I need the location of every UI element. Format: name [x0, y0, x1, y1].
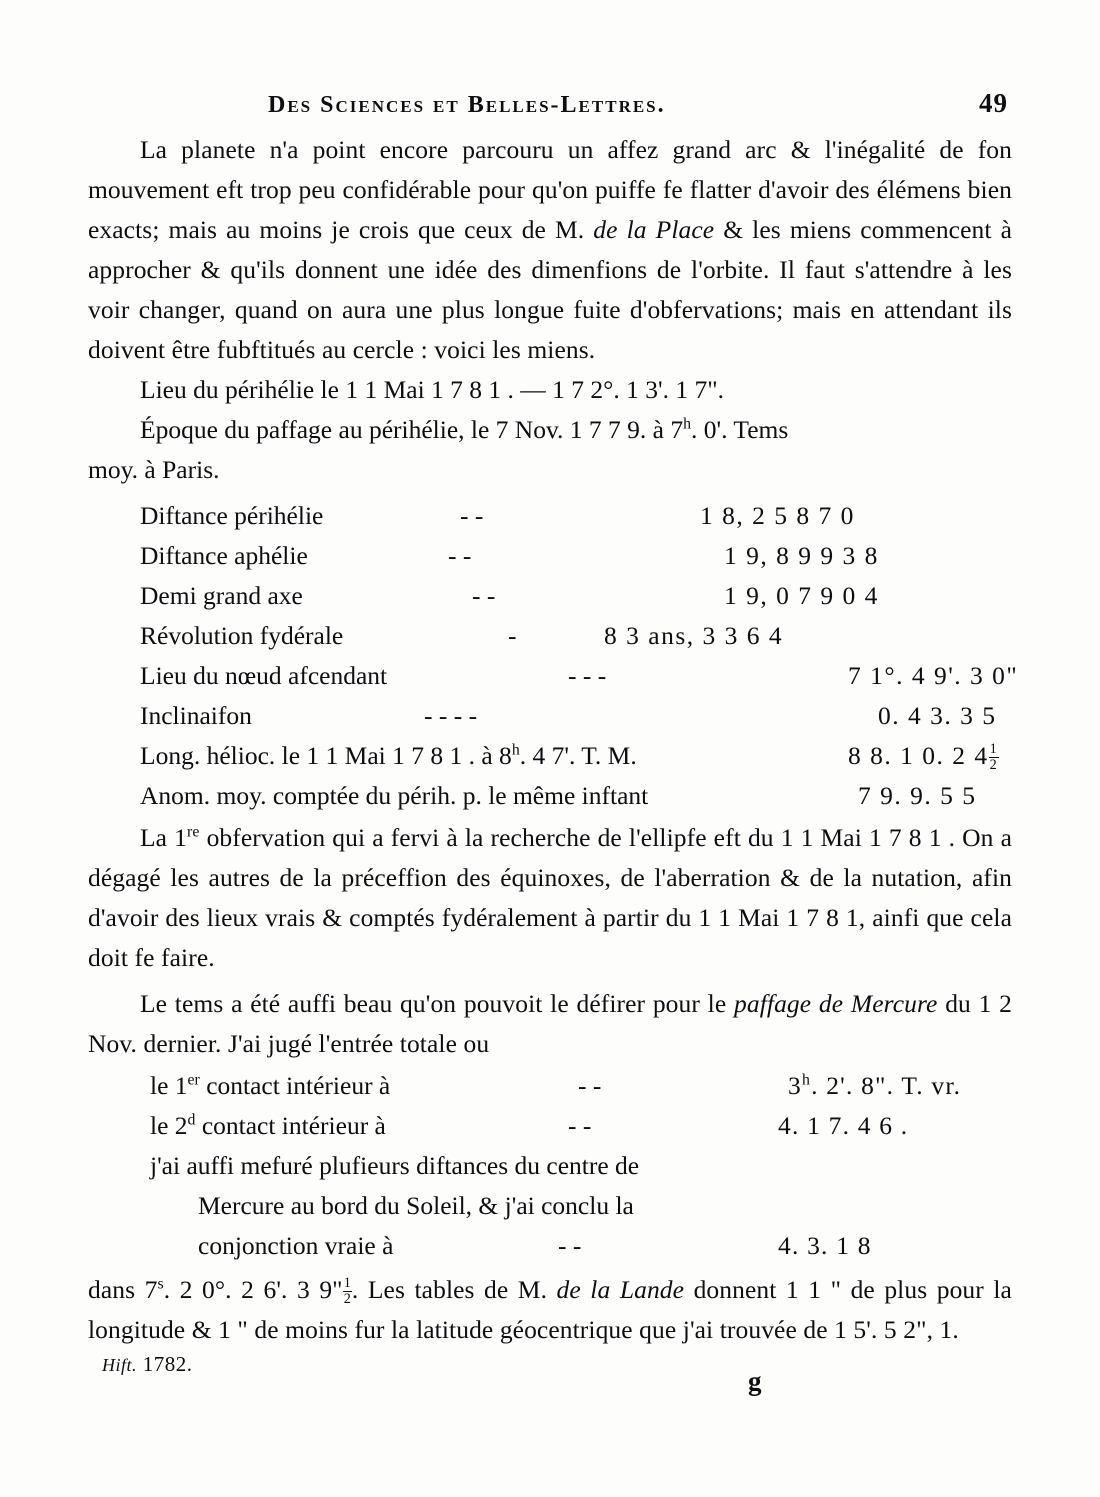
- row-label-sup: h: [511, 741, 520, 759]
- paragraph-4-fraction: [343, 1276, 352, 1306]
- table-row: [88, 496, 1012, 536]
- row-label: Diftance aphélie: [140, 541, 308, 570]
- row-leaders: - -: [558, 1231, 582, 1260]
- epoch-text-a: Époque du paffage au périhélie, le 7 Nov. 1 7 7 9. à 7: [140, 415, 684, 444]
- row-value-text: 8 8. 1 0. 2 4: [848, 741, 989, 770]
- row-value: 4. 1 7. 4 6 .: [778, 1111, 909, 1140]
- row-value: [848, 736, 999, 776]
- paragraph-1-italic: de la Place: [593, 215, 715, 244]
- row-value-hours: 3: [788, 1071, 802, 1100]
- table-row: [88, 616, 1012, 656]
- table-row: [88, 576, 1012, 616]
- paragraph-3-text-b: du 1 2 Nov. dernier. J'ai jugé l'entrée totale ou: [88, 989, 1013, 1058]
- epoch-hour-sup: h: [683, 415, 692, 433]
- row-value: 1 8, 2 5 8 7 0: [700, 501, 855, 530]
- row-leaders: -: [508, 621, 517, 650]
- row-leaders: - -: [448, 541, 472, 570]
- row-value-fraction: [989, 742, 1000, 772]
- table-row: [88, 1106, 1012, 1146]
- row-leaders: - -: [568, 1111, 592, 1140]
- paragraph-4-sup: s: [157, 1275, 164, 1293]
- row-label: Anom. moy. comptée du périh. p. le même inftant: [140, 781, 649, 810]
- page-number: 49: [979, 88, 1008, 118]
- row-value-rest: . 2'. 8". T. vr.: [811, 1071, 962, 1100]
- footer-signature-mark: g: [748, 1366, 762, 1396]
- table-note-line-2: [88, 1186, 1012, 1226]
- row-label-b: contact intérieur à: [195, 1111, 386, 1140]
- table-row-heliocentric-longitude: [88, 736, 1012, 776]
- mercury-transit-table: [88, 1066, 1012, 1266]
- row-leaders: - -: [578, 1071, 602, 1100]
- paragraph-3-italic: paffage de Mercure: [734, 989, 938, 1018]
- fraction-denominator: 2: [989, 756, 999, 773]
- epoch-text-b: . 0'. Tems: [691, 415, 789, 444]
- fraction-numerator: 1: [343, 1275, 351, 1291]
- row-label: conjonction vraie à: [198, 1231, 394, 1260]
- running-title: Des Sciences et Belles-Lettres.: [268, 92, 666, 118]
- perihelion-place-line: Lieu du périhélie le 1 1 Mai 1 7 8 1 . — 1 7 2°. 1 3'. 1 7".: [140, 375, 724, 404]
- row-leaders: - - - -: [424, 701, 478, 730]
- row-label: Inclinaifon: [140, 701, 252, 730]
- paragraph-2-text-a: La 1: [140, 823, 188, 852]
- perihelion-epoch-line: [88, 410, 1012, 450]
- table-row: [88, 1066, 1012, 1106]
- row-label-b: . 4 7'. T. M.: [519, 741, 637, 770]
- paragraph-4: [88, 1270, 1012, 1350]
- row-label: Lieu du nœud afcendant: [140, 661, 388, 690]
- table-row-true-conjunction: [88, 1226, 1012, 1266]
- page-content: [88, 84, 1019, 1350]
- footer-year: 1782.: [142, 1352, 193, 1376]
- row-label-sup: d: [187, 1111, 196, 1129]
- note-text: Mercure au bord du Soleil, & j'ai conclu la: [198, 1191, 634, 1220]
- row-leaders: - -: [460, 501, 484, 530]
- row-label-b: contact intérieur à: [199, 1071, 391, 1100]
- paragraph-4-text-d: donnent 1 1 " de plus pour la longitude & 1 " de moins fur la latitude géocentrique que j'ai trouvée de 1 5'. 5 2", 1.: [88, 1275, 1012, 1344]
- row-label: [140, 736, 637, 776]
- row-value: 4. 3. 1 8: [778, 1231, 872, 1260]
- table-note-line-1: [88, 1146, 1012, 1186]
- table-row: [88, 656, 1019, 696]
- table-row: [88, 536, 1012, 576]
- paragraph-1: [88, 130, 1012, 370]
- row-label: [150, 1066, 390, 1106]
- row-label-a: le 1: [150, 1071, 188, 1100]
- fraction-denominator: 2: [343, 1290, 351, 1307]
- row-value: 0. 4 3. 3 5: [878, 701, 997, 730]
- row-value-sup: h: [801, 1071, 812, 1089]
- row-value: 1 9, 8 9 9 3 8: [724, 541, 879, 570]
- orbital-elements-table: [88, 496, 1019, 816]
- row-value: [788, 1066, 961, 1106]
- row-label-a: le 2: [150, 1111, 188, 1140]
- paragraph-4-text-a: dans 7: [88, 1275, 158, 1304]
- row-label: [150, 1106, 386, 1146]
- row-leaders: - -: [472, 581, 496, 610]
- row-label-a: Long. hélioc. le 1 1 Mai 1 7 8 1 . à 8: [140, 741, 512, 770]
- paragraph-3-text-a: Le tems a été auffi beau qu'on pouvoit le défirer pour le: [140, 989, 734, 1018]
- row-label: Révolution fydérale: [140, 621, 344, 650]
- paragraph-2: [88, 818, 1012, 978]
- table-row-mean-anomaly: [88, 776, 1012, 816]
- paragraph-1-text-a: La planete n'a point encore parcouru un affez grand arc & l'inégalité de fon mouvement eft trop peu confidérable pour qu'on puiffe fe flatter d'avoir des élémens bien exacts; mais au moins je crois que ceux de M.: [88, 135, 1012, 244]
- perihelion-epoch-line-2: moy. à Paris.: [88, 455, 220, 484]
- row-label: Diftance périhélie: [140, 501, 324, 530]
- paragraph-4-italic: de la Lande: [556, 1275, 685, 1304]
- note-text: j'ai auffi mefuré plufieurs diftances du centre de: [150, 1151, 640, 1180]
- footer-hist-label: Hift.: [102, 1355, 138, 1375]
- row-label-sup: er: [187, 1071, 200, 1089]
- paragraph-4-text-b: . 2 0°. 2 6'. 3 9": [163, 1275, 343, 1304]
- paragraph-1-text-b: & les miens commencent à approcher & qu'ils donnent une idée des dimenfions de l'orbite. Il faut s'attendre à les voir changer, quand on aura une plus longue fuite d'obfervations; mais en attendant ils doivent être fubftitués au cercle : voici les miens.: [88, 215, 1012, 364]
- footer-catchword-left: [102, 1352, 193, 1377]
- row-value: 7 9. 9. 5 5: [858, 781, 977, 810]
- row-value: 1 9, 0 7 9 0 4: [724, 581, 879, 610]
- running-head: [88, 84, 1012, 130]
- paragraph-2-text-b: obfervation qui a fervi à la recherche de l'ellipfe eft du 1 1 Mai 1 7 8 1 . On a dégagé les autres de la préceffion des équinoxes, de l'aberration & de la nutation, afin d'avoir des lieux vrais & comptés fydéralement à partir du 1 1 Mai 1 7 8 1, ainfi que cela doit fe faire.: [88, 823, 1013, 972]
- page-footer: [88, 1352, 1012, 1412]
- row-value: 7 1°. 4 9'. 3 0": [848, 661, 1019, 690]
- fraction-numerator: 1: [989, 741, 999, 757]
- paragraph-2-sup: re: [187, 823, 200, 841]
- row-value: 8 3 ans, 3 3 6 4: [604, 621, 784, 650]
- row-leaders: - - -: [568, 661, 607, 690]
- table-row: [88, 696, 1012, 736]
- row-label: Demi grand axe: [140, 581, 303, 610]
- paragraph-4-text-c: . Les tables de M.: [351, 1275, 557, 1304]
- paragraph-3: [88, 984, 1012, 1064]
